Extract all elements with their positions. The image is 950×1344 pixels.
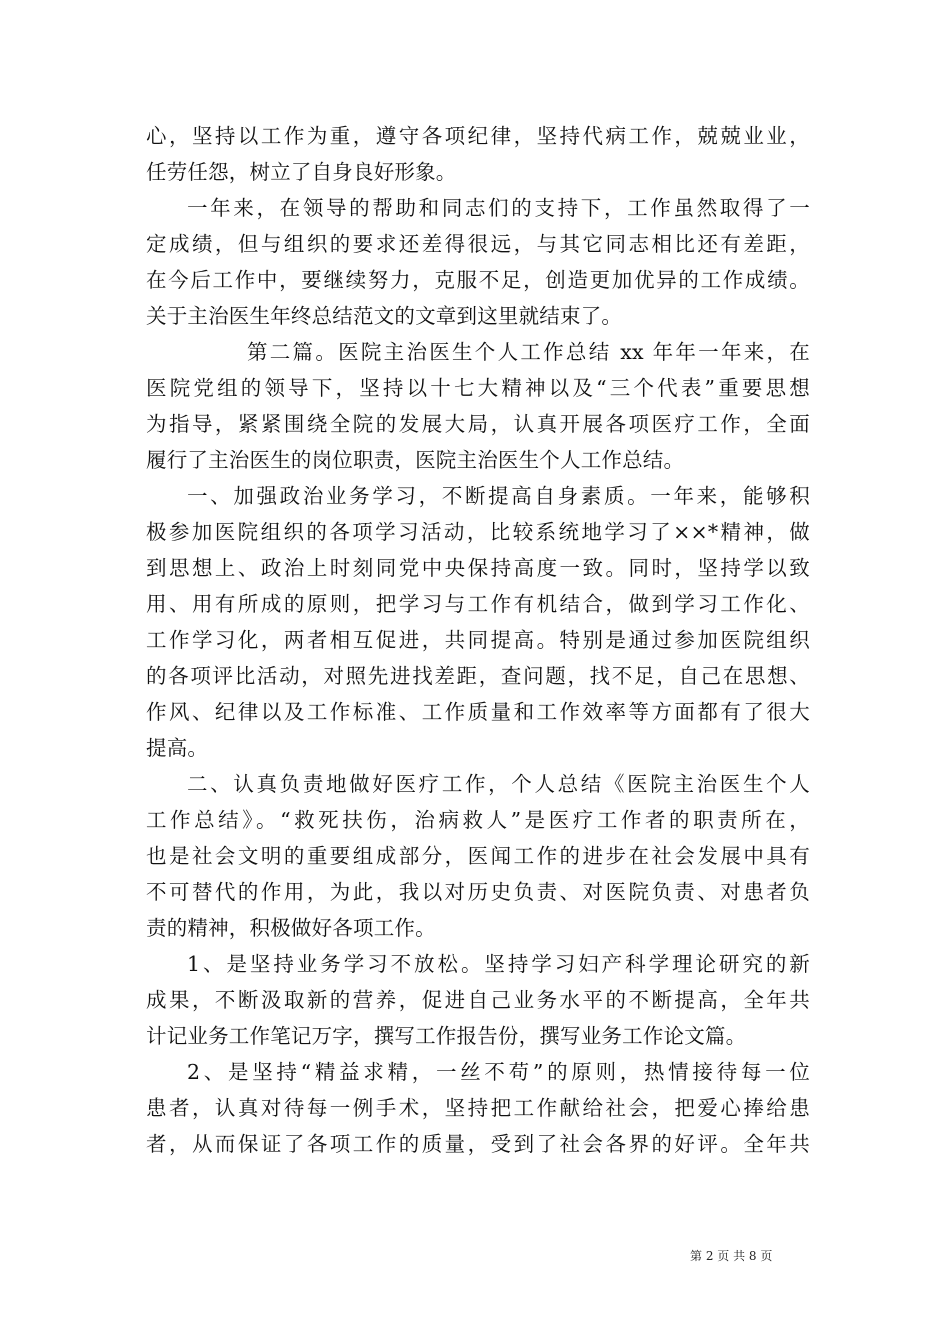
text-line: 履行了主治医生的岗位职责，医院主治医生个人工作总结。 (146, 448, 685, 472)
text-line: 极参加医院组织的各项学习活动，比较系统地学习了××*精神，做 (146, 520, 810, 544)
text-line: 提高。 (146, 736, 209, 760)
text-line: 到思想上、政治上时刻同党中央保持高度一致。同时，坚持学以致 (146, 556, 810, 580)
text-line: 在今后工作中，要继续努力，克服不足，创造更加优异的工作成绩。 (146, 268, 810, 292)
page-number: 第 2 页 共 8 页 (690, 1249, 773, 1263)
text-line: 为指导，紧紧围绕全院的发展大局，认真开展各项医疗工作，全面 (146, 412, 810, 436)
text-line: 一年来，在领导的帮助和同志们的支持下，工作虽然取得了一 (187, 196, 810, 220)
text-line: 工作总结》。“救死扶伤，治病救人”是医疗工作者的职责所在， (146, 808, 810, 832)
text-line: 任劳任怨，树立了自身良好形象。 (146, 160, 457, 184)
text-line: 计记业务工作笔记万字，撰写工作报告份，撰写业务工作论文篇。 (146, 1024, 747, 1048)
document-body (146, 118, 810, 1162)
text-line: 用、用有所成的原则，把学习与工作有机结合，做到学习工作化、 (146, 592, 810, 616)
text-line: 者，从而保证了各项工作的质量，受到了社会各界的好评。全年共 (146, 1132, 810, 1156)
text-line: 不可替代的作用，为此，我以对历史负责、对医院负责、对患者负 (146, 880, 810, 904)
text-line: 的各项评比活动，对照先进找差距，查问题，找不足，自己在思想、 (146, 664, 810, 688)
text-line: 定成绩，但与组织的要求还差得很远，与其它同志相比还有差距， (146, 232, 810, 256)
text-line: 2、是坚持“精益求精，一丝不苟”的原则，热情接待每一位 (187, 1060, 810, 1084)
text-line: 责的精神，积极做好各项工作。 (146, 916, 436, 940)
text-line: 关于主治医生年终总结范文的文章到这里就结束了。 (146, 304, 623, 328)
text-line: 医院党组的领导下，坚持以十七大精神以及“三个代表”重要思想 (146, 376, 810, 400)
text-line: 1、是坚持业务学习不放松。坚持学习妇产科学理论研究的新 (187, 952, 810, 976)
text-line: 心，坚持以工作为重，遵守各项纪律，坚持代病工作，兢兢业业， (146, 124, 810, 148)
text-line: 第二篇。医院主治医生个人工作总结 xx 年年一年来，在 (247, 340, 810, 364)
text-line: 也是社会文明的重要组成部分，医闻工作的进步在社会发展中具有 (146, 844, 810, 868)
text-line: 二、认真负责地做好医疗工作，个人总结《医院主治医生个人 (187, 772, 810, 796)
text-line: 成果，不断汲取新的营养，促进自己业务水平的不断提高，全年共 (146, 988, 810, 1012)
text-line: 一、加强政治业务学习，不断提高自身素质。一年来，能够积 (187, 484, 810, 508)
text-line: 患者，认真对待每一例手术，坚持把工作献给社会，把爱心捧给患 (146, 1096, 810, 1120)
text-line: 作风、纪律以及工作标准、工作质量和工作效率等方面都有了很大 (146, 700, 810, 724)
text-line: 工作学习化，两者相互促进，共同提高。特别是通过参加医院组织 (146, 628, 810, 652)
